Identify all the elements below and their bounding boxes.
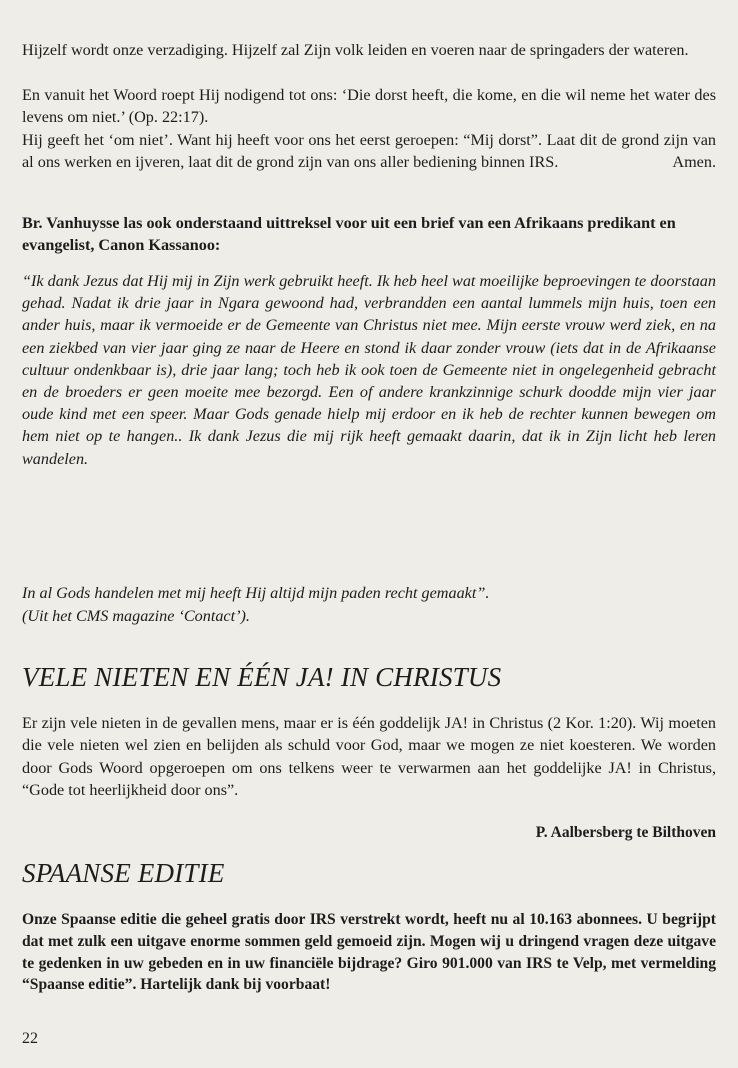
letter-quote: “Ik dank Jezus dat Hij mij in Zijn werk gebruikt heeft. Ik heb heel wat moeilijke beproevingen te doorstaan gehad. Nadat ik drie jaar in Ngara gewoond had, verbrandden een aantal lummels mijn huis, toen een ander huis, maar ik vermoeide er de Gemeente van Christus niet mee. Mijn eerste vrouw werd ziek, en na een ziekbed van vier jaar ging ze naar de Heere en stond ik daar zonder vrouw (iets dat in de Afrikaanse cultuur ondenkbaar is), drie jaar lang; toch heb ik ook toen de Gemeente niet in ongelegenheid gebracht en de broeders er geen moeite mee bezorgd. Een of andere krankzinnige schurk doodde mijn vier jaar oude kind met een speer. Maar Gods genade hielp mij erdoor en ik heb de rechter kunnen bewegen om hem niet op te hangen.. Ik dank Jezus die mij rijk heeft gemaakt daarin, dat ik in Zijn licht heb leren wandelen. xyxy=(22,272,716,468)
article2-title: SPAANSE EDITIE xyxy=(22,858,225,888)
letter-quote-end: In al Gods handelen met mij heeft Hij altijd mijn paden recht gemaakt”. xyxy=(22,584,490,602)
article1-author: P. Aalbersberg te Bilthoven xyxy=(535,824,716,841)
page-number: 22 xyxy=(22,1030,38,1047)
amen-text: Amen. xyxy=(672,153,716,171)
letter-intro: Br. Vanhuysse las ook onderstaand uittreksel voor uit een brief van een Afrikaans predikant en evangelist, Canon Kassanoo: xyxy=(22,214,676,254)
sermon-paragraph-2: En vanuit het Woord roept Hij nodigend tot ons: ‘Die dorst heeft, die kome, en die wil neme het water des levens om niet.’ (Op. 22:17). xyxy=(22,86,716,126)
sermon-paragraph-3-text: Hij geeft het ‘om niet’. Want hij heeft voor ons het eerst geroepen: “Mij dorst”. Laat dit de grond zijn van al ons werken en ijveren, laat dit de grond zijn van ons aller bediening binnen IRS. xyxy=(22,131,716,171)
article2-body: Onze Spaanse editie die geheel gratis door IRS verstrekt wordt, heeft nu al 10.163 abonnees. U begrijpt dat met zulk een uitgave enorme sommen geld gemoeid zijn. Mogen wij u dringend vragen deze uitgave te gedenken in uw gebeden en in uw financiële bijdrage? Giro 901.000 van IRS te Velp, met vermelding “Spaanse editie”. Hartelijk dank bij voorbaat! xyxy=(22,911,716,994)
letter-source: (Uit het CMS magazine ‘Contact’). xyxy=(22,607,250,625)
article1-title: VELE NIETEN EN ÉÉN JA! IN CHRISTUS xyxy=(22,662,502,692)
sermon-paragraph-1: Hijzelf wordt onze verzadiging. Hijzelf zal Zijn volk leiden en voeren naar de springaders der wateren. xyxy=(22,41,689,59)
article1-body: Er zijn vele nieten in de gevallen mens, maar er is één goddelijk JA! in Christus (2 Kor. 1:20). Wij moeten die vele nieten wel zien en belijden als schuld voor God, maar we mogen ze niet koesteren. We worden door Gods Woord opgeroepen om ons telkens weer te verwarmen aan het goddelijke JA! in Christus, “Gode tot heerlijkheid door ons”. xyxy=(22,714,716,800)
sermon-paragraph-3 xyxy=(22,129,716,173)
